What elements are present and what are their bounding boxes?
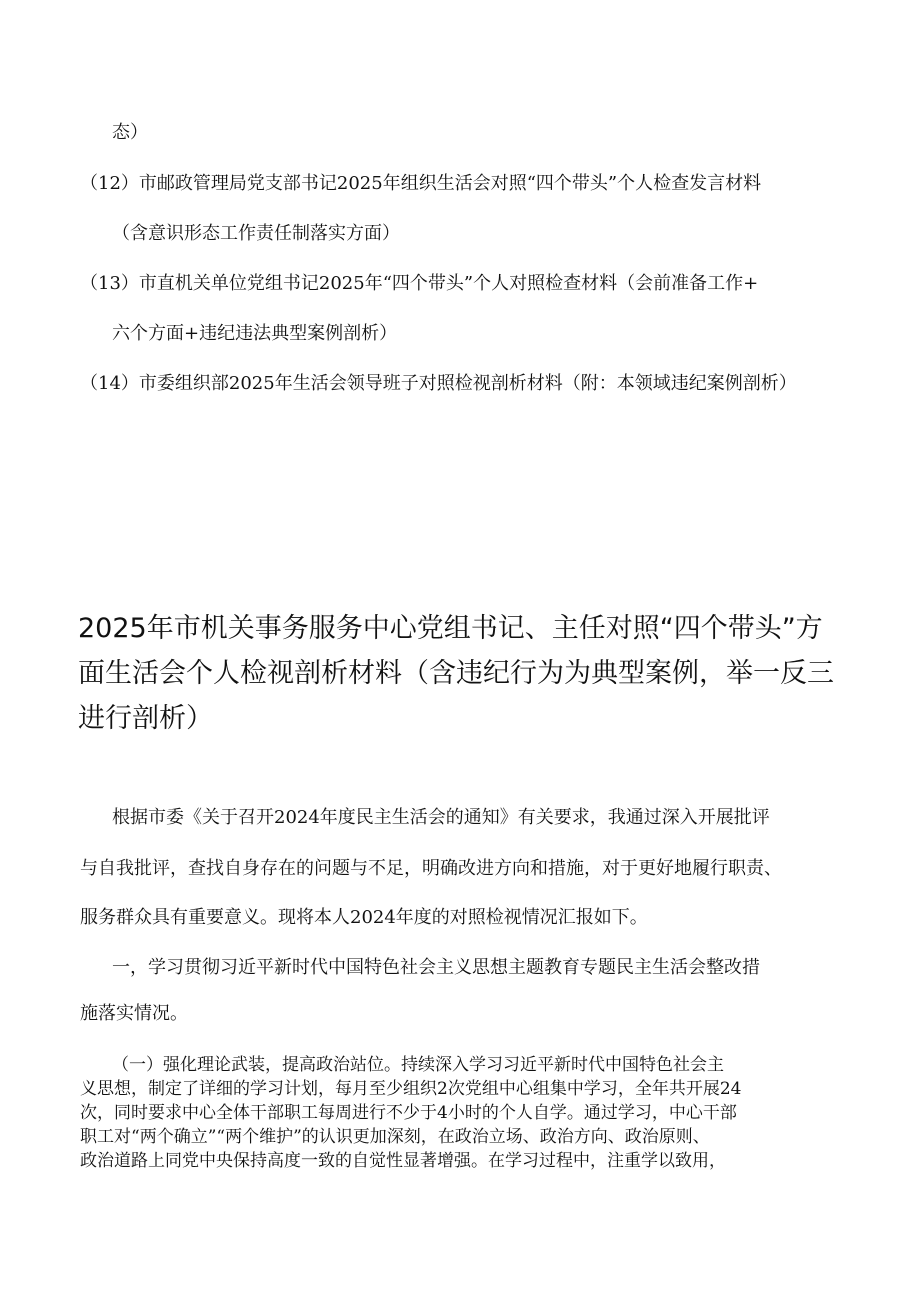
toc-item-14: （14）市委组织部2025年生活会领导班子对照检视剖析材料（附：本领域违纪案例剖析） <box>80 373 797 394</box>
title-line: 面生活会个人检视剖析材料（含违纪行为为典型案例，举一反三 <box>78 658 834 689</box>
section-heading-line: 施落实情况。 <box>80 1003 188 1024</box>
title-line: 2025年市机关事务服务中心党组书记、主任对照“四个带头”方 <box>78 613 823 644</box>
toc-line: 态） <box>112 122 148 143</box>
subsection-paragraph <box>80 1053 845 1173</box>
paragraph-line: 次，同时要求中心全体干部职工每周进行不少于4小时的个人自学。通过学习，中心干部 <box>80 1103 737 1123</box>
title-line: 进行剖析） <box>78 703 213 734</box>
intro-paragraph-line: 与自我批评，查找自身存在的问题与不足，明确改进方向和措施，对于更好地履行职责、 <box>80 858 782 879</box>
section-heading-line: 一，学习贯彻习近平新时代中国特色社会主义思想主题教育专题民主生活会整改措 <box>112 957 760 978</box>
paragraph-line: 职工对“两个确立”“两个维护”的认识更加深刻，在政治立场、政治方向、政治原则、 <box>80 1127 710 1147</box>
toc-item-12: （12）市邮政管理局党支部书记2025年组织生活会对照“四个带头”个人检查发言材料 <box>80 173 762 194</box>
toc-item-13-continued: 六个方面+违纪违法典型案例剖析） <box>112 323 398 344</box>
paragraph-line: 政治道路上同党中央保持高度一致的自觉性显著增强。在学习过程中，注重学以致用， <box>80 1151 726 1171</box>
document-title <box>78 606 858 741</box>
toc-item-13: （13）市直机关单位党组书记2025年“四个带头”个人对照检查材料（会前准备工作+ <box>80 273 759 294</box>
paragraph-line: （一）强化理论武装，提高政治站位。持续深入学习习近平新时代中国特色社会主 <box>112 1055 724 1075</box>
paragraph-line: 义思想，制定了详细的学习计划，每月至少组织2次党组中心组集中学习，全年共开展24 <box>80 1079 742 1099</box>
toc-item-12-continued: （含意识形态工作责任制落实方面） <box>112 223 400 244</box>
intro-paragraph-line: 根据市委《关于召开2024年度民主生活会的通知》有关要求，我通过深入开展批评 <box>112 807 770 828</box>
intro-paragraph-line: 服务群众具有重要意义。现将本人2024年度的对照检视情况汇报如下。 <box>80 907 648 928</box>
